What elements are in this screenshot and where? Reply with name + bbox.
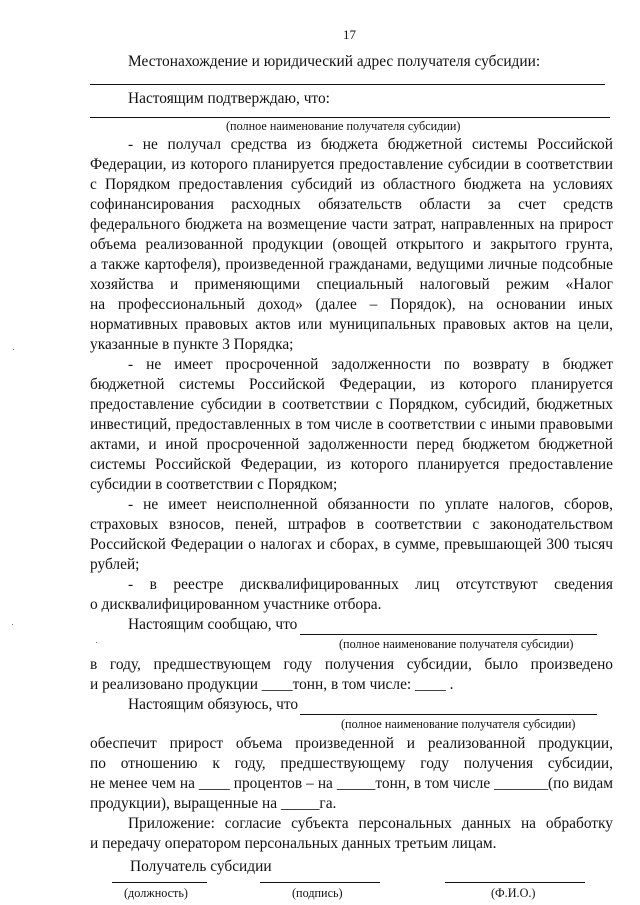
position-label: (должность) — [124, 886, 188, 900]
sign-underline — [260, 882, 380, 883]
item4-line: о дисквалифицированном участнике отбора. — [90, 596, 382, 613]
scan-speck — [12, 624, 13, 625]
item3-line: страховых взносов, пеней, штрафов в соответствии с законодательством — [90, 516, 613, 533]
item3-line: - не имеет неисполненной обязанности по уплате налогов, сборов, — [128, 496, 613, 513]
item2-line: инвестиций, предоставленных в том числе в соответствии с иными правовыми — [90, 416, 613, 433]
item1-line: - не получал средства из бюджета бюджетной системы Российской — [128, 136, 613, 153]
item2-line: - не имеет просроченной задолженности по возврату в бюджет — [128, 356, 613, 373]
sign-label: (подпись) — [292, 886, 343, 900]
report-line: в году, предшествующем году получения субсидии, было произведено — [90, 656, 613, 673]
oblige-line: по отношению к году, предшествующему году получения субсидии, — [90, 755, 613, 772]
item1-line: а также картофеля), произведенной гражданами, ведущими личные подсобные — [90, 256, 613, 273]
item1-line: софинансирования расходных обязательств области за счет средств — [90, 196, 613, 213]
item2-line: актами, и иной просроченной задолженности перед бюджетом бюджетной — [90, 436, 613, 453]
name-label: (Ф.И.О.) — [491, 886, 536, 900]
item2-line: предоставление субсидии в соответствии с Порядком, субсидий, бюджетных — [90, 396, 613, 413]
item3-line: рублей; — [90, 556, 140, 573]
name-underline — [445, 882, 585, 883]
report-intro: Настоящим сообщаю, что — [128, 616, 298, 633]
report-line: и реализовано продукции ____тонн, в том числе: ____ . — [90, 676, 454, 693]
item1-line: с Порядком предоставления субсидий из областного бюджета на условиях — [90, 176, 613, 193]
item2-line: субсидии в соответствии с Порядком; — [90, 476, 338, 493]
item1-line: хозяйства и применяющими специальный налоговый режим «Налог — [90, 276, 613, 293]
item1-line: федерального бюджета на возмещение части затрат, направленных на прирост — [90, 216, 613, 233]
scan-speck — [13, 349, 14, 350]
location-line: Местонахождение и юридический адрес получателя субсидии: — [128, 53, 541, 70]
item4-line: - в реестре дисквалифицированных лиц отсутствуют сведения — [128, 576, 613, 593]
item1-line: нормативных правовых актов или муниципальных правовых актов на цели, — [90, 316, 613, 333]
location-underline — [90, 84, 605, 85]
appendix-line: и передачу оператором персональных данных третьим лицам. — [90, 835, 497, 852]
item1-line: объема реализованной продукции (овощей открытого и закрытого грунта, — [90, 236, 613, 253]
item2-line: бюджетной системы Российской Федерации, из которого планируется — [90, 376, 613, 393]
scan-speck — [96, 642, 97, 643]
oblige-recipient-underline — [300, 714, 597, 715]
recipient-caption-3: (полное наименование получателя субсидии) — [341, 717, 576, 731]
page-number: 17 — [343, 27, 356, 42]
report-recipient-underline — [300, 634, 597, 635]
oblige-line: обеспечит прирост объема произведенной и реализованной продукции, — [90, 735, 613, 752]
recipient-caption-2: (полное наименование получателя субсидии) — [339, 637, 574, 651]
position-underline — [112, 882, 207, 883]
item1-line: указанные в пункте 3 Порядка; — [90, 336, 294, 353]
oblige-intro: Настоящим обязуюсь, что — [128, 696, 299, 713]
recipient-caption-1: (полное наименование получателя субсидии) — [226, 119, 461, 133]
item1-line: на профессиональный доход» (далее – Порядок), на основании иных — [90, 296, 613, 313]
oblige-line: продукции), выращенные на _____га. — [90, 795, 337, 812]
signature-title: Получатель субсидии — [130, 858, 272, 875]
recipient-underline-1 — [90, 117, 610, 118]
item1-line: Федерации, из которого планируется предоставление субсидии в соответствии — [90, 156, 613, 173]
oblige-line: не менее чем на ____ процентов – на _____тонн, в том числе _______(по видам — [90, 775, 613, 792]
appendix-line: Приложение: согласие субъекта персональных данных на обработку — [128, 815, 613, 832]
item2-line: системы Российской Федерации, из которого планируется предоставление — [90, 456, 613, 473]
confirm-intro: Настоящим подтверждаю, что: — [128, 90, 330, 107]
item3-line: Российской Федерации о налогах и сборах, в сумме, превышающей 300 тысяч — [90, 536, 613, 553]
